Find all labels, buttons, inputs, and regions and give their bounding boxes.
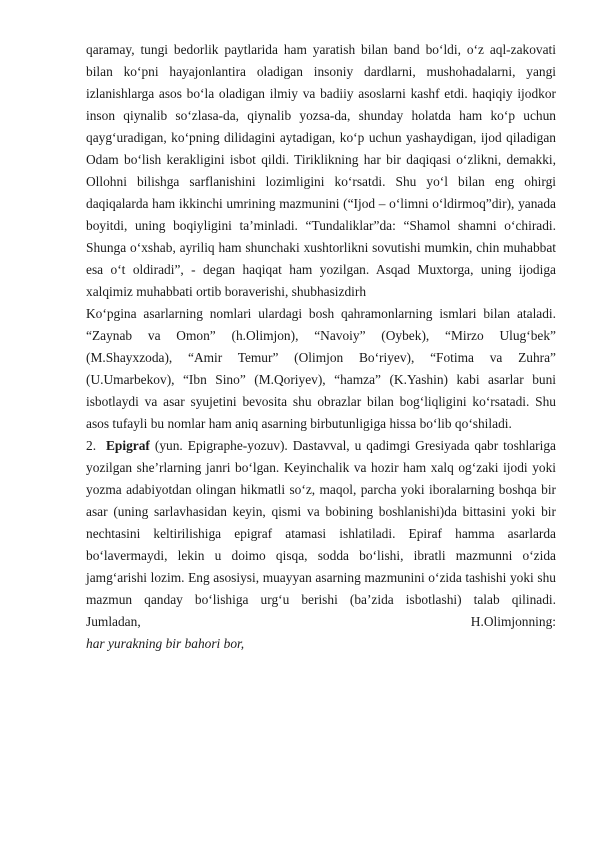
document-page	[86, 39, 556, 655]
paragraph-asar-nomlari: Ko‘pgina asarlarning nomlari ulardagi bosh qahramonlarning ismlari bilan ataladi. “Zaynab va Omon” (h.Olimjon), “Navoiy” (Oybek), “Mirzo Ulug‘bek” (M.Shayxzoda), “Amir Temur” (Olimjon Bo‘riyev), “Fotima va Zuhra” (U.Umarbekov), “Ibn Sino” (M.Qoriyev), “hamza” (K.Yashin) kabi asarlar buni isbotlaydi va asar syujetini bevosita shu obrazlar bilan bog‘liqligini ko‘rsatadi. Shu asos tufayli bu nomlar ham aniq asarning birbutunligiga hissa bo‘lib qo‘shiladi.	[86, 306, 556, 431]
epigraf-definition: (yun. Epigraphe-yozuv). Dastavval, u qadimgi Gresiyada qabr toshlariga yozilgan she’rlarning janri bo‘lgan. Keyinchalik va hozir ham xalq og‘zaki ijodi yoki yozma adabiyotdan olingan hikmatli so‘z, maqol, parcha yoki iboralarning boshqa bir asar (uning sarlavhasidan keyin, qismi va bobining boshlanishi)da bittasini yoki bir nechtasini keltirilishiga epigraf atamasi ishlatiladi. Epiraf hamma asarlarda bo‘lavermaydi, lekin u doimo qisqa, sodda bo‘lishi, ibratli mazmunni o‘zida jamg‘arishi lozim. Eng asosiysi, muayyan asarning mazmunini o‘zida tashishi yoki shu mazmun qanday bo‘lishiga urg‘u berishi (ba’zida isbotlashi) talab qilinadi.	[86, 438, 556, 607]
example-intro-line: Jumladan, H.Olimjonning:	[86, 614, 556, 629]
paragraph-epigraf	[86, 435, 556, 611]
term-epigraf: Epigraf	[106, 438, 150, 453]
quote-line: har yurakning bir bahori bor,	[86, 636, 245, 651]
section-number: 2.	[86, 438, 97, 453]
paragraph-asqad-muxtor: qaramay, tungi bedorlik paytlarida ham yaratish bilan band bo‘ldi, o‘z aql-zakovati bilan ko‘pni hayajonlantira oladigan insoniy dardlarni, mushohadalarni, yangi izlanishlarga asos bo‘la oladigan ilmiy va badiiy asoslarni kashf etdi. haqiqiy ijodkor inson qiynalib so‘zlasa-da, qiynalib yozsa-da, shunday holatda ham ko‘p uchun qayg‘uradigan, ko‘pning dilidagini aytadigan, ko‘p uchun yashaydigan, ijod qiladigan Odam bo‘lish kerakligini isbot qildi. Tiriklikning har bir daqiqasi o‘zlikni, demakki, Ollohni bilishga sarflanishini lozimligini ko‘rsatdi. Shu yo‘l bilan eng ohirgi daqiqalarda ham ikkinchi umrining mazmunini (“Ijod – o‘limni o‘ldirmoq”dir), yanada boyitdi, uning boqiyligini ta’minladi. “Tundaliklar”da: “Shamol shamni o‘chiradi. Shunga o‘xshab, ayriliq ham shunchaki xushtorlikni sovutishi mumkin, chin muhabbat esa o‘t oldiradi”, - degan haqiqat ham yozilgan. Asqad Muxtorga, uning ijodiga xalqimiz muhabbati ortib boraverishi, shubhasizdirh	[86, 42, 556, 299]
